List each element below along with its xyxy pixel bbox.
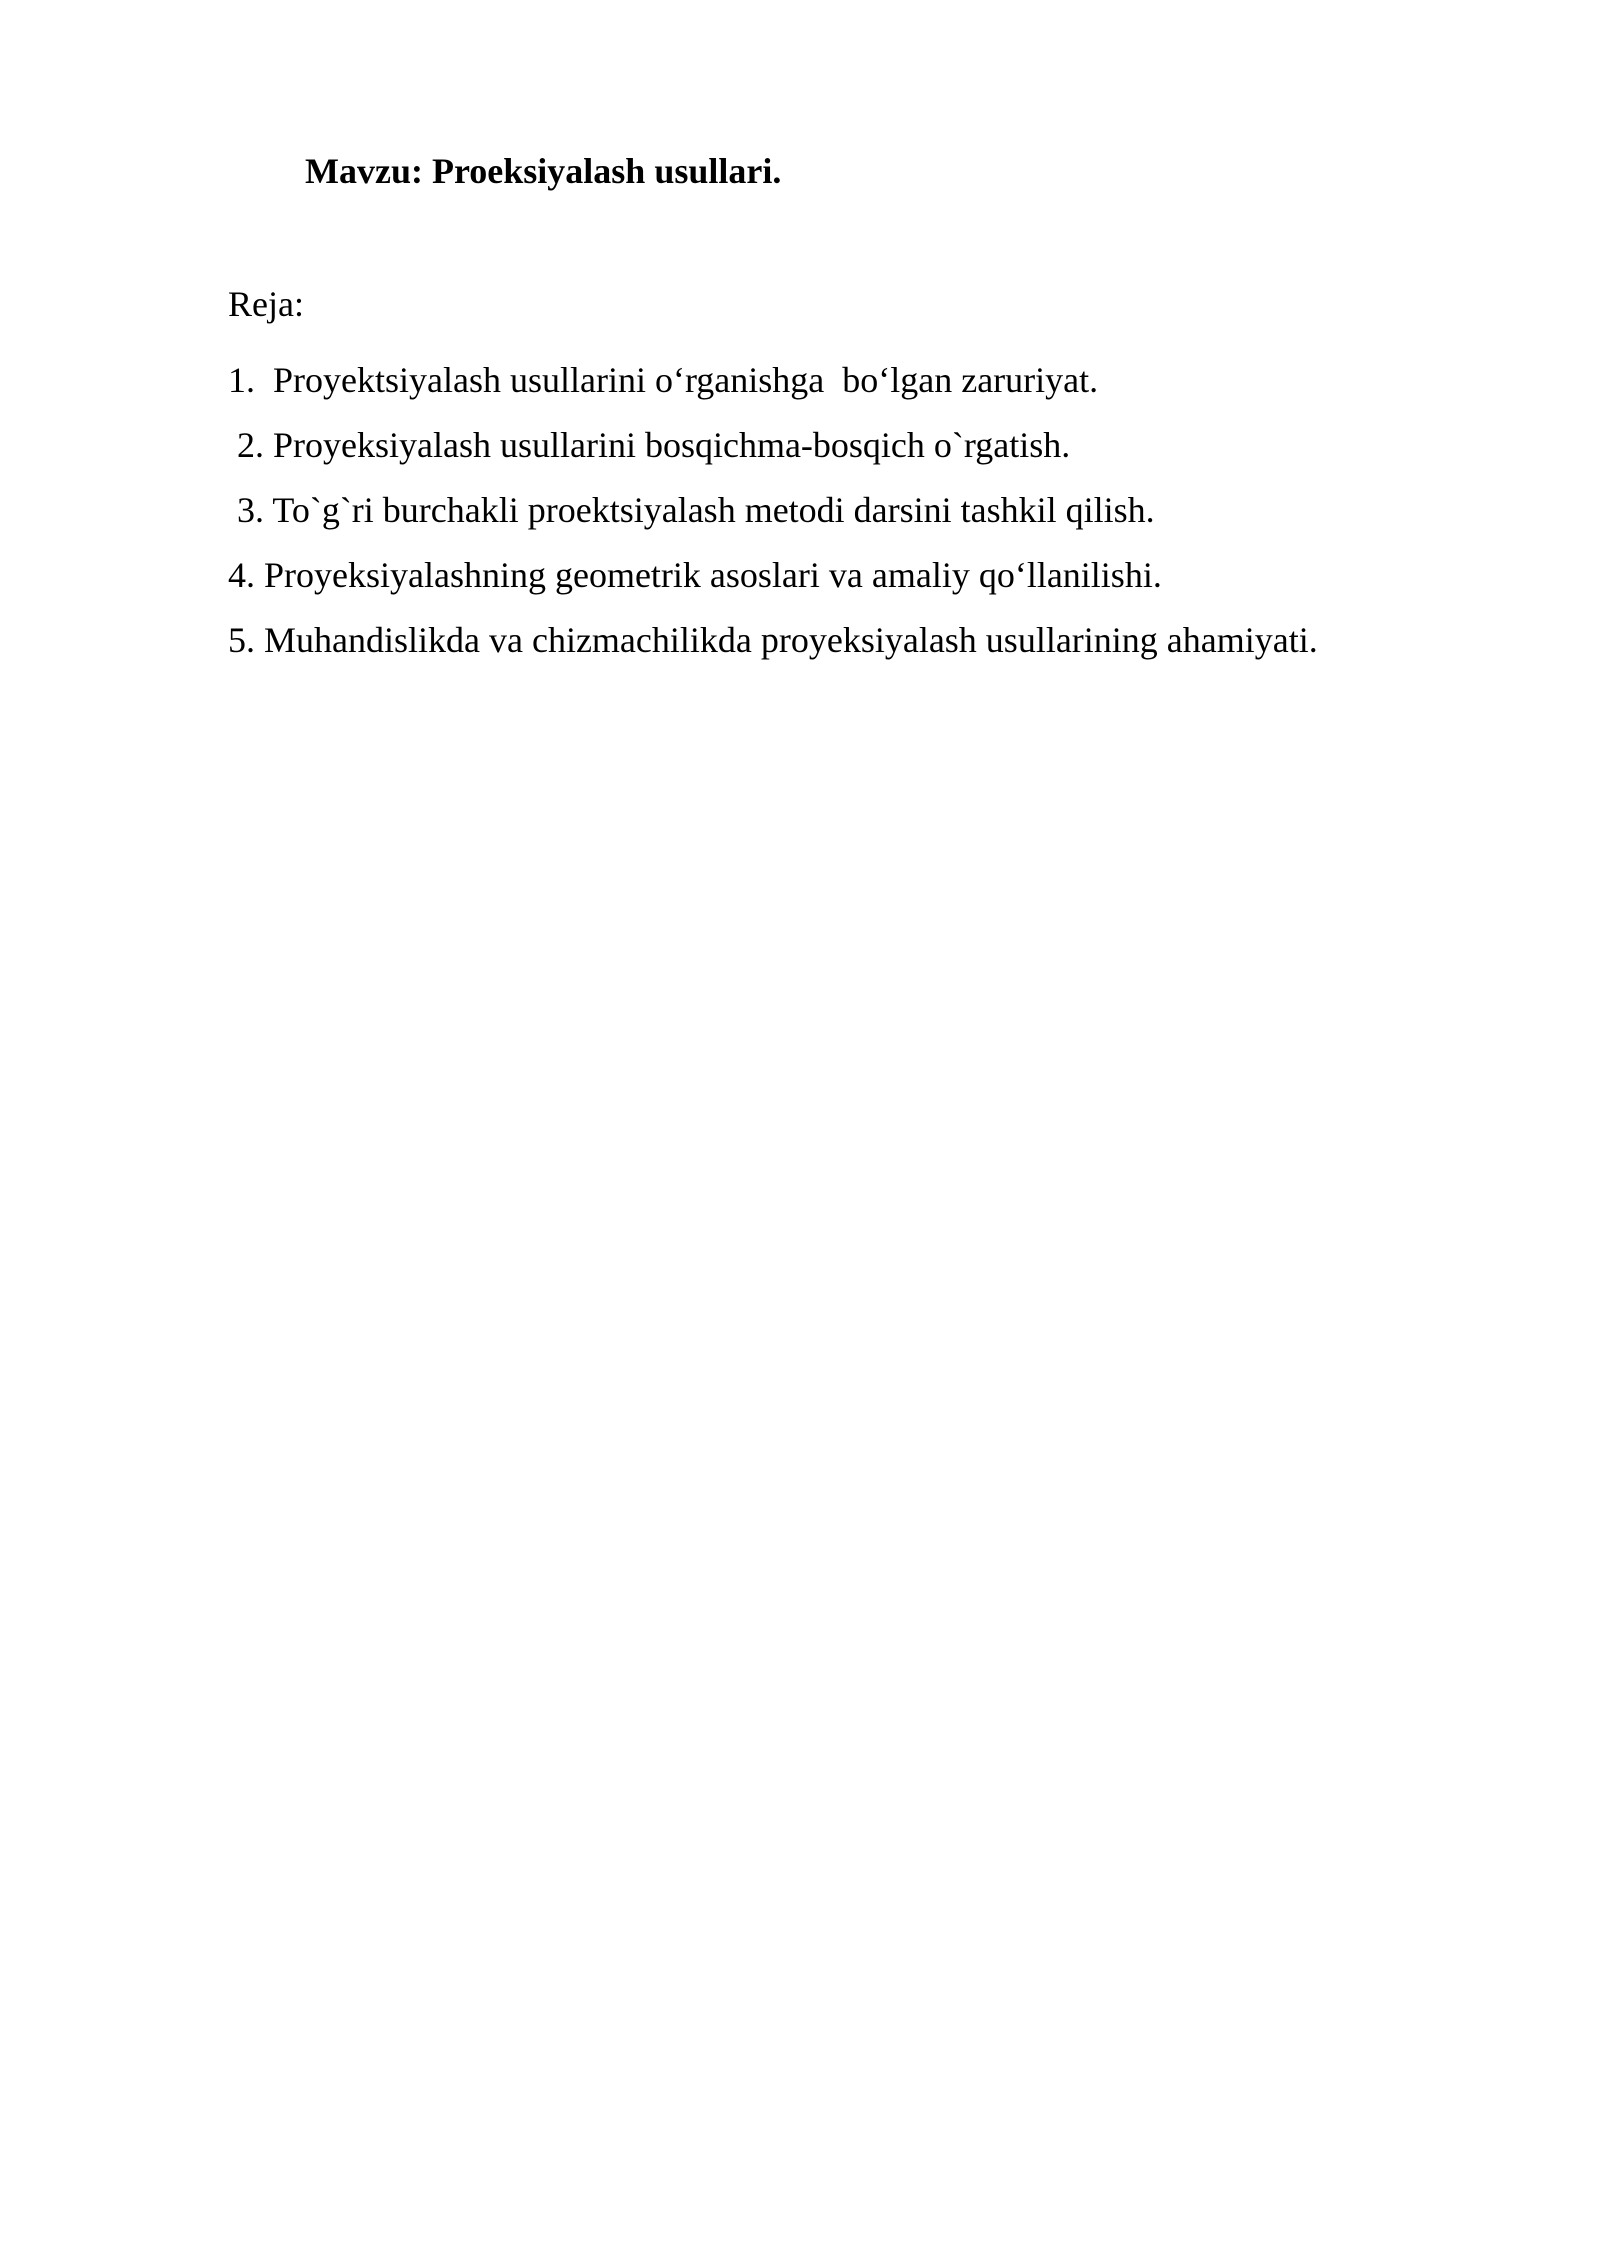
plan-item-2: 2. Proyeksiyalash usullarini bosqichma-bosqich o`rgatish. (228, 425, 1071, 465)
plan-list (228, 348, 1318, 673)
plan-label: Reja: (228, 284, 304, 324)
plan-item-4: 4. Proyeksiyalashning geometrik asoslari va amaliy qo‘llanilishi. (228, 555, 1162, 595)
plan-item-3: 3. To`g`ri burchakli proektsiyalash metodi darsini tashkil qilish. (228, 490, 1155, 530)
plan-item-1: 1. Proyektsiyalash usullarini o‘rganishga bo‘lgan zaruriyat. (228, 360, 1099, 400)
page-title: Mavzu: Proeksiyalash usullari. (305, 151, 782, 191)
plan-item-5: 5. Muhandislikda va chizmachilikda proyeksiyalash usullarining ahamiyati. (228, 620, 1318, 660)
